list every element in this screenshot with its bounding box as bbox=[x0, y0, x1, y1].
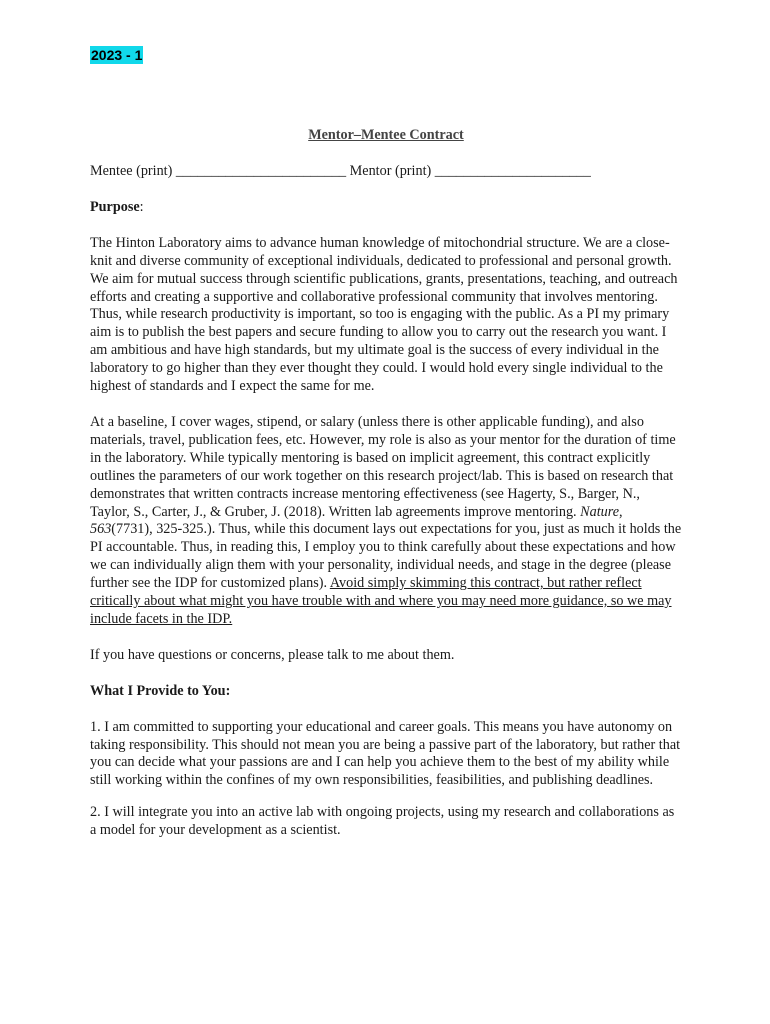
document-title: Mentor–Mentee Contract bbox=[308, 127, 464, 143]
provide-item-2: 2. I will integrate you into an active lab with ongoing projects, using my research and collaborations as a model for your development as a scientist. bbox=[90, 804, 675, 839]
reflect-note: Avoid simply skimming this contract, but rather reflect critically about what might you have trouble with and where you may need more guidance, so we may include facets in the IDP. bbox=[90, 575, 672, 627]
provide-item-1: 1. I am committed to supporting your educational and career goals. This means you have autonomy on taking responsibility. This should not mean you are being a passive part of the laboratory, but rather that you can decide what your passions are and I can help you achieve them to the best of my ability while still working within the confines of my own responsibilities, feasibilities, and publishing deadlines. bbox=[90, 718, 681, 789]
baseline-paragraph bbox=[90, 414, 682, 629]
purpose-paragraph: The Hinton Laboratory aims to advance human knowledge of mitochondrial structure. We are a close-knit and diverse community of exceptional individuals, dedicated to professional and personal growth. We aim for mutual success through scientific publications, grants, presentations, teaching, and outreach efforts and creating a supportive and collaborative professional community that involves mentoring. Thus, while research productivity is important, so too is engaging with the public. As a PI my primary aim is to publish the best papers and secure funding to allow you to carry out the research you want. I am ambitious and have high standards, but my ultimate goal is the success of every individual in the laboratory to go higher than they ever thought they could. I would hold every single individual to the highest of standards and I expect the same for me. bbox=[90, 234, 678, 395]
citation-journal: Nature bbox=[580, 503, 620, 520]
document-body bbox=[90, 124, 682, 840]
citation-volume: 563 bbox=[90, 521, 112, 538]
questions-paragraph: If you have questions or concerns, please talk to me about them. bbox=[90, 646, 455, 663]
revision-badge: 2023 - 1 bbox=[91, 47, 143, 63]
purpose-heading bbox=[90, 199, 682, 217]
baseline-text-a: At a baseline, I cover wages, stipend, or salary (unless there is other applicable funding), and also materials, travel, publication fees, etc. However, my role is also as your mentor for the duration of time in the laboratory. While typically mentoring is based on implicit agreement, this contract explicitly outlines the parameters of our work together on this research project/lab. This is based on research that demonstrates that written contracts increase mentoring effectiveness (see Hagerty, S., Barger, N., Taylor, S., Carter, J., & Gruber, J. (2018). Written lab agreements improve mentoring. bbox=[90, 413, 676, 520]
purpose-label: Purpose bbox=[90, 198, 140, 215]
purpose-colon: : bbox=[139, 198, 144, 215]
baseline-text-b: (7731), 325-325.). Thus, while this document lays out expectations for you, just as much it holds the PI accountable. Thus, in reading this, I employ you to think carefully about these expectations and how we can individually align them with your personality, individual needs, and stage in the degree (please further see the IDP for customized plans). bbox=[90, 521, 682, 592]
names-line: Mentee (print) ________________________ Mentor (print) ______________________ bbox=[90, 163, 591, 179]
citation-separator: , bbox=[619, 503, 623, 520]
provide-heading: What I Provide to You: bbox=[90, 682, 231, 699]
